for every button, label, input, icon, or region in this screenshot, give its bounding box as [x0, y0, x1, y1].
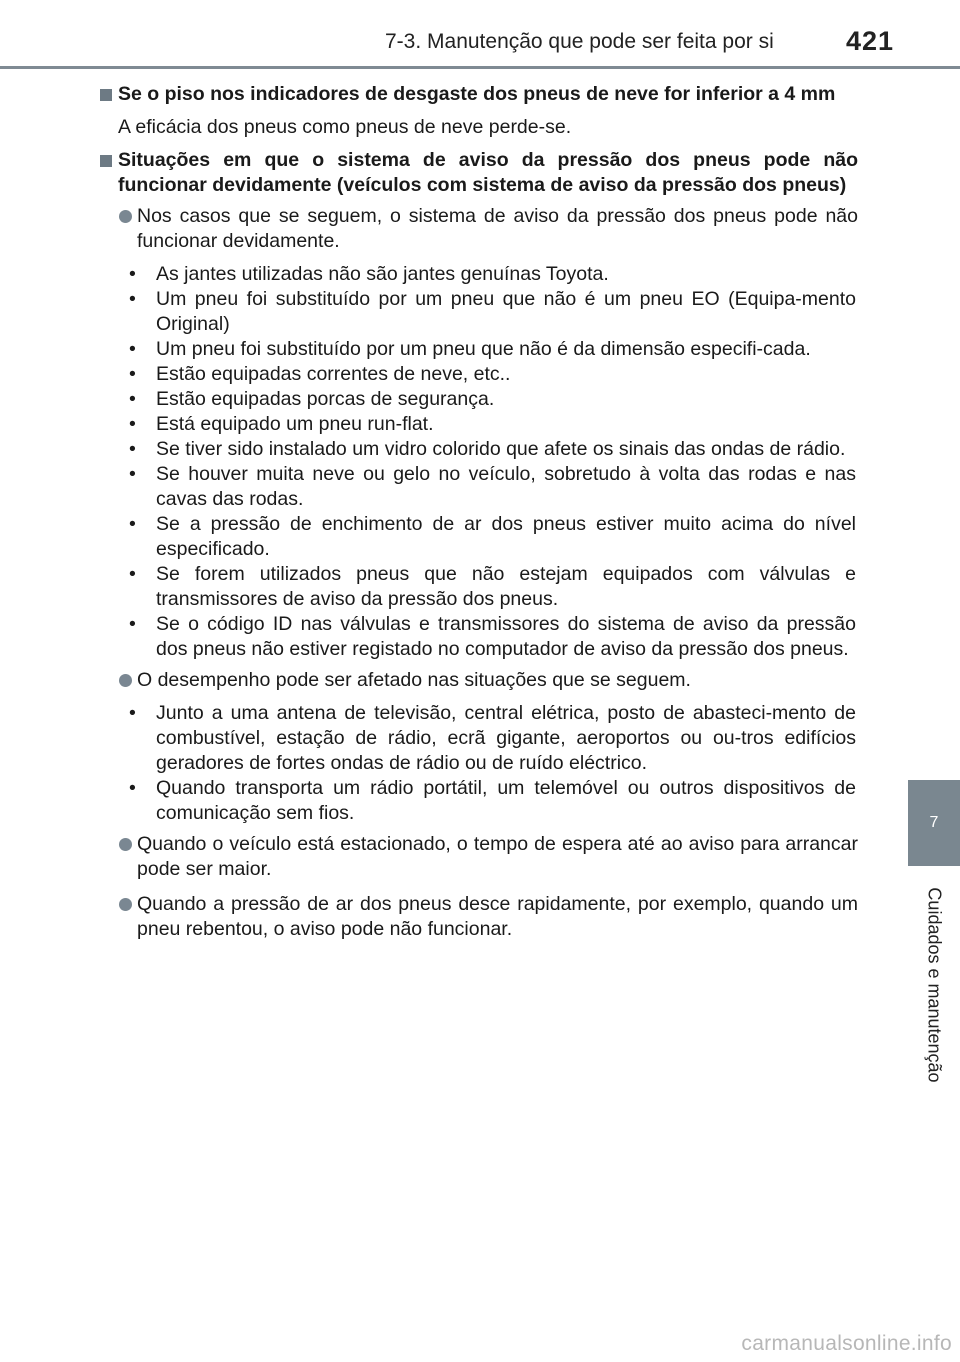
- circle-bullet-icon: [119, 838, 132, 851]
- list-item: • Junto a uma antena de televisão, central elétrica, posto de abasteci-mento de combustível, estação de rádio, ecrã gigante, aeroportos ou ou-tros edifícios geradores de fortes ondas de rádio ou de ruído eléctrico.: [129, 702, 856, 774]
- circle-bullet-icon: [119, 674, 132, 687]
- list-item: • As jantes utilizadas não são jantes genuínas Toyota.: [129, 263, 609, 285]
- circle-bullet-icon: [119, 210, 132, 223]
- list-item: • Se tiver sido instalado um vidro colorido que afete os sinais das ondas de rádio.: [129, 438, 846, 460]
- header-rule: [0, 66, 960, 69]
- sub-list: [98, 262, 858, 662]
- list-item: • Se houver muita neve ou gelo no veículo, sobretudo à volta das rodas e nas cavas das rodas.: [129, 463, 856, 510]
- list-item: • Estão equipadas correntes de neve, etc..: [129, 363, 511, 385]
- main-content: [98, 78, 858, 942]
- bullet-paragraph: Quando o veículo está estacionado, o tempo de espera até ao aviso para arrancar pode ser maior.: [98, 832, 858, 882]
- list-item: • Se o código ID nas válvulas e transmissores do sistema de aviso da pressão dos pneus não estiver registado no computador de aviso da pressão dos pneus.: [129, 613, 856, 660]
- square-bullet-icon: [100, 89, 112, 101]
- list-item: • Estão equipadas porcas de segurança.: [129, 388, 495, 410]
- header-title: 7-3. Manutenção que pode ser feita por si: [385, 30, 774, 53]
- section-heading: Situações em que o sistema de aviso da pressão dos pneus pode não funcionar devidamente (veículos com sistema de aviso da pressão dos pneus): [98, 148, 858, 198]
- list-item: • Um pneu foi substituído por um pneu que não é um pneu EO (Equipa-mento Original): [129, 288, 856, 335]
- page-number: 421: [846, 26, 895, 56]
- list-item: • Se forem utilizados pneus que não estejam equipados com válvulas e transmissores de aviso da pressão dos pneus.: [129, 563, 856, 610]
- chapter-label: Cuidados e manutenção: [924, 887, 945, 1083]
- list-item: • Quando transporta um rádio portátil, um telemóvel ou outros dispositivos de comunicação sem fios.: [129, 777, 856, 824]
- bullet-paragraph: Nos casos que se seguem, o sistema de aviso da pressão dos pneus pode não funcionar devidamente.: [98, 204, 858, 254]
- section-heading: Se o piso nos indicadores de desgaste dos pneus de neve for inferior a 4 mm: [98, 82, 858, 107]
- list-item: • Está equipado um pneu run-flat.: [129, 413, 434, 435]
- list-item: • Um pneu foi substituído por um pneu que não é da dimensão especifi-cada.: [129, 338, 811, 360]
- bullet-paragraph: O desempenho pode ser afetado nas situações que se seguem.: [98, 668, 858, 693]
- chapter-tab[interactable]: [908, 780, 960, 866]
- bullet-paragraph: Quando a pressão de ar dos pneus desce rapidamente, por exemplo, quando um pneu rebentou, o aviso pode não funcionar.: [98, 892, 858, 942]
- list-item: • Se a pressão de enchimento de ar dos pneus estiver muito acima do nível especificado.: [129, 513, 856, 560]
- sub-list: [98, 701, 858, 826]
- circle-bullet-icon: [119, 898, 132, 911]
- square-bullet-icon: [100, 155, 112, 167]
- section-paragraph: A eficácia dos pneus como pneus de neve perde-se.: [118, 116, 572, 138]
- watermark: carmanualsonline.info: [741, 1332, 952, 1355]
- chapter-number: 7: [929, 814, 939, 831]
